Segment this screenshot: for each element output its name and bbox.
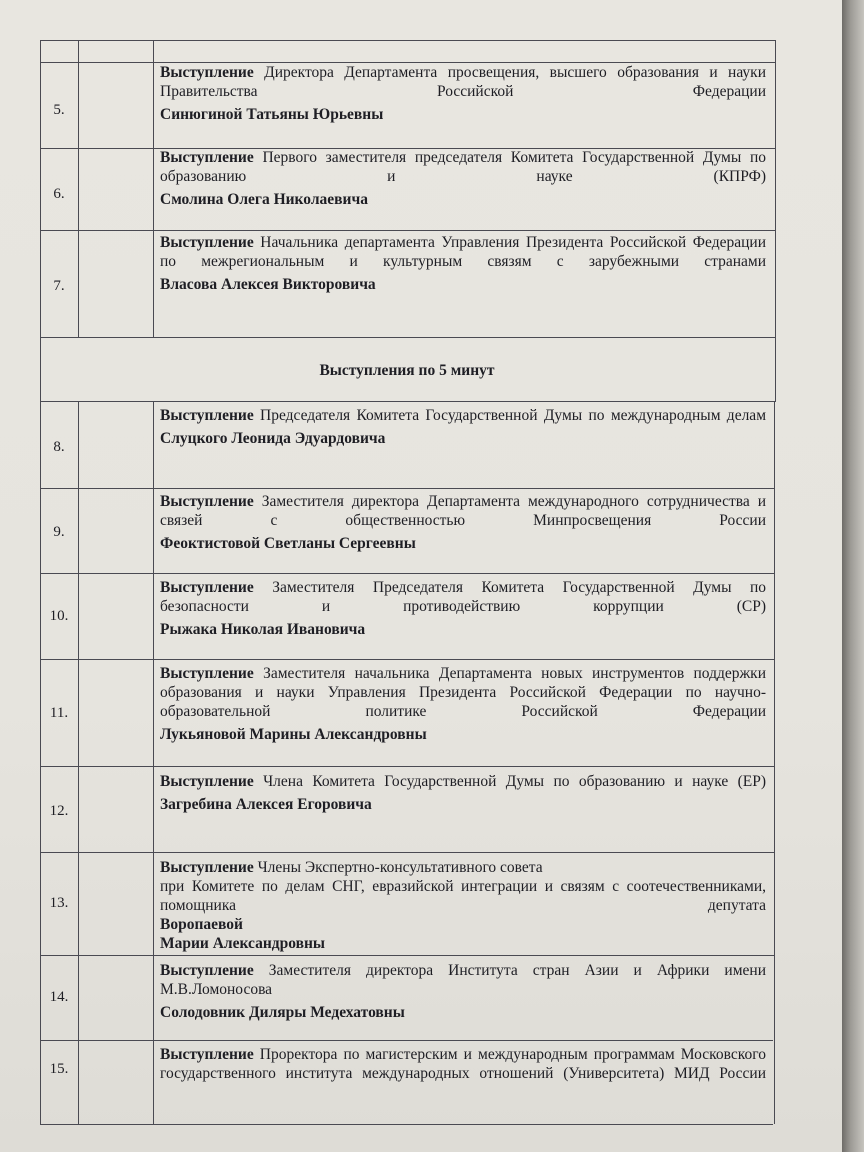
row-divider [40, 852, 774, 853]
row-divider [40, 659, 775, 660]
column-divider [153, 40, 154, 337]
item-description: Начальника департамента Управления Президента Российской Федерации по межрегиональным и культурным связям с зарубежными странами [160, 234, 766, 270]
speaker-name: Рыжака Николая Ивановича [160, 621, 366, 638]
agenda-item [160, 233, 766, 294]
column-divider [78, 40, 79, 337]
row-divider [40, 1124, 773, 1125]
item-lead: Выступление [160, 962, 254, 979]
row-number: 5. [53, 102, 65, 118]
row-divider [40, 766, 775, 767]
item-description: Проректора по магистерским и международным программам Московского государственного института международных отношений (Университета) МИД России [160, 1046, 767, 1082]
speaker-name: Феоктистовой Светланы Сергеевны [160, 535, 416, 552]
item-lead: Выступление [160, 859, 254, 876]
agenda-item [160, 578, 766, 639]
row-number: 11. [49, 705, 69, 721]
speaker-name: Смолина Олега Николаевича [160, 191, 368, 208]
row-number: 13. [49, 895, 69, 911]
column-divider [774, 401, 775, 1124]
row-number: 6. [53, 186, 65, 202]
column-divider [153, 401, 154, 1124]
row-divider [40, 40, 776, 41]
item-lead: Выступление [160, 665, 254, 682]
row-number: 12. [49, 803, 69, 819]
agenda-item [160, 858, 766, 953]
agenda-item [160, 63, 766, 124]
row-divider [40, 573, 775, 574]
item-lead: Выступление [160, 1046, 254, 1063]
row-divider [40, 230, 776, 231]
row-number: 15. [49, 1061, 69, 1077]
item-description: Заместителя директора Института стран Азии и Африки имени М.В.Ломоносова [160, 962, 766, 998]
item-lead: Выступление [160, 493, 254, 510]
row-divider [40, 401, 776, 402]
item-description: Заместителя Председателя Комитета Государственной Думы по безопасности и противодействию коррупции (СР) [160, 579, 767, 615]
agenda-item [160, 492, 766, 553]
item-lead: Выступление [160, 773, 254, 790]
speaker-name: Синюгиной Татьяны Юрьевны [160, 106, 384, 123]
speaker-name: Солодовник Диляры Медехатовны [160, 1004, 405, 1021]
item-lead: Выступление [160, 64, 254, 81]
row-divider [40, 488, 775, 489]
speaker-name: Воропаевой [160, 916, 243, 933]
agenda-item [160, 148, 766, 209]
speaker-name: Загребина Алексея Егоровича [160, 796, 372, 813]
item-description-continued: при Комитете по делам СНГ, евразийской интеграции и связям с соотечественниками, помощника депутата [160, 878, 766, 914]
row-divider [40, 1040, 773, 1041]
row-number: 14. [49, 989, 69, 1005]
agenda-item [160, 406, 766, 448]
column-divider [775, 40, 776, 337]
agenda-item [160, 1045, 766, 1083]
row-divider [40, 337, 776, 338]
row-number: 9. [53, 524, 65, 540]
item-lead: Выступление [160, 149, 254, 166]
row-number: 7. [53, 278, 65, 294]
speaker-name-continued: Марии Александровны [160, 935, 326, 952]
row-number: 8. [53, 439, 65, 455]
column-divider [78, 401, 79, 1124]
section-title: Выступления по 5 минут [319, 362, 495, 379]
row-divider [40, 955, 774, 956]
column-divider [775, 337, 776, 401]
agenda-item [160, 664, 766, 744]
row-number: 10. [49, 608, 69, 624]
item-description: Председателя Комитета Государственной Думы по международным делам [260, 407, 766, 424]
item-description: Члены Экспертно-консультативного совета [257, 859, 543, 876]
agenda-item [160, 961, 766, 1022]
item-description: Заместителя директора Департамента международного сотрудничества и связей с общественностью Минпросвещения России [160, 493, 767, 529]
item-description: Директора Департамента просвещения, высшего образования и науки Правительства Российской Федерации [160, 64, 766, 100]
item-lead: Выступление [160, 407, 254, 424]
item-lead: Выступление [160, 234, 254, 251]
item-lead: Выступление [160, 579, 254, 596]
agenda-item [160, 772, 766, 814]
item-description: Заместителя начальника Департамента новых инструментов поддержки образования и науки Управления Президента Российской Федерации по научно-образовательной политике Российской Федерации [160, 665, 767, 720]
speaker-name: Власова Алексея Викторовича [160, 276, 376, 293]
item-description: Первого заместителя председателя Комитета Государственной Думы по образованию и науке (КПРФ) [160, 149, 767, 185]
speaker-name: Лукьяновой Марины Александровны [160, 726, 427, 743]
item-description: Члена Комитета Государственной Думы по образованию и науке (ЕР) [263, 773, 766, 790]
speaker-name: Слуцкого Леонида Эдуардовича [160, 430, 386, 447]
